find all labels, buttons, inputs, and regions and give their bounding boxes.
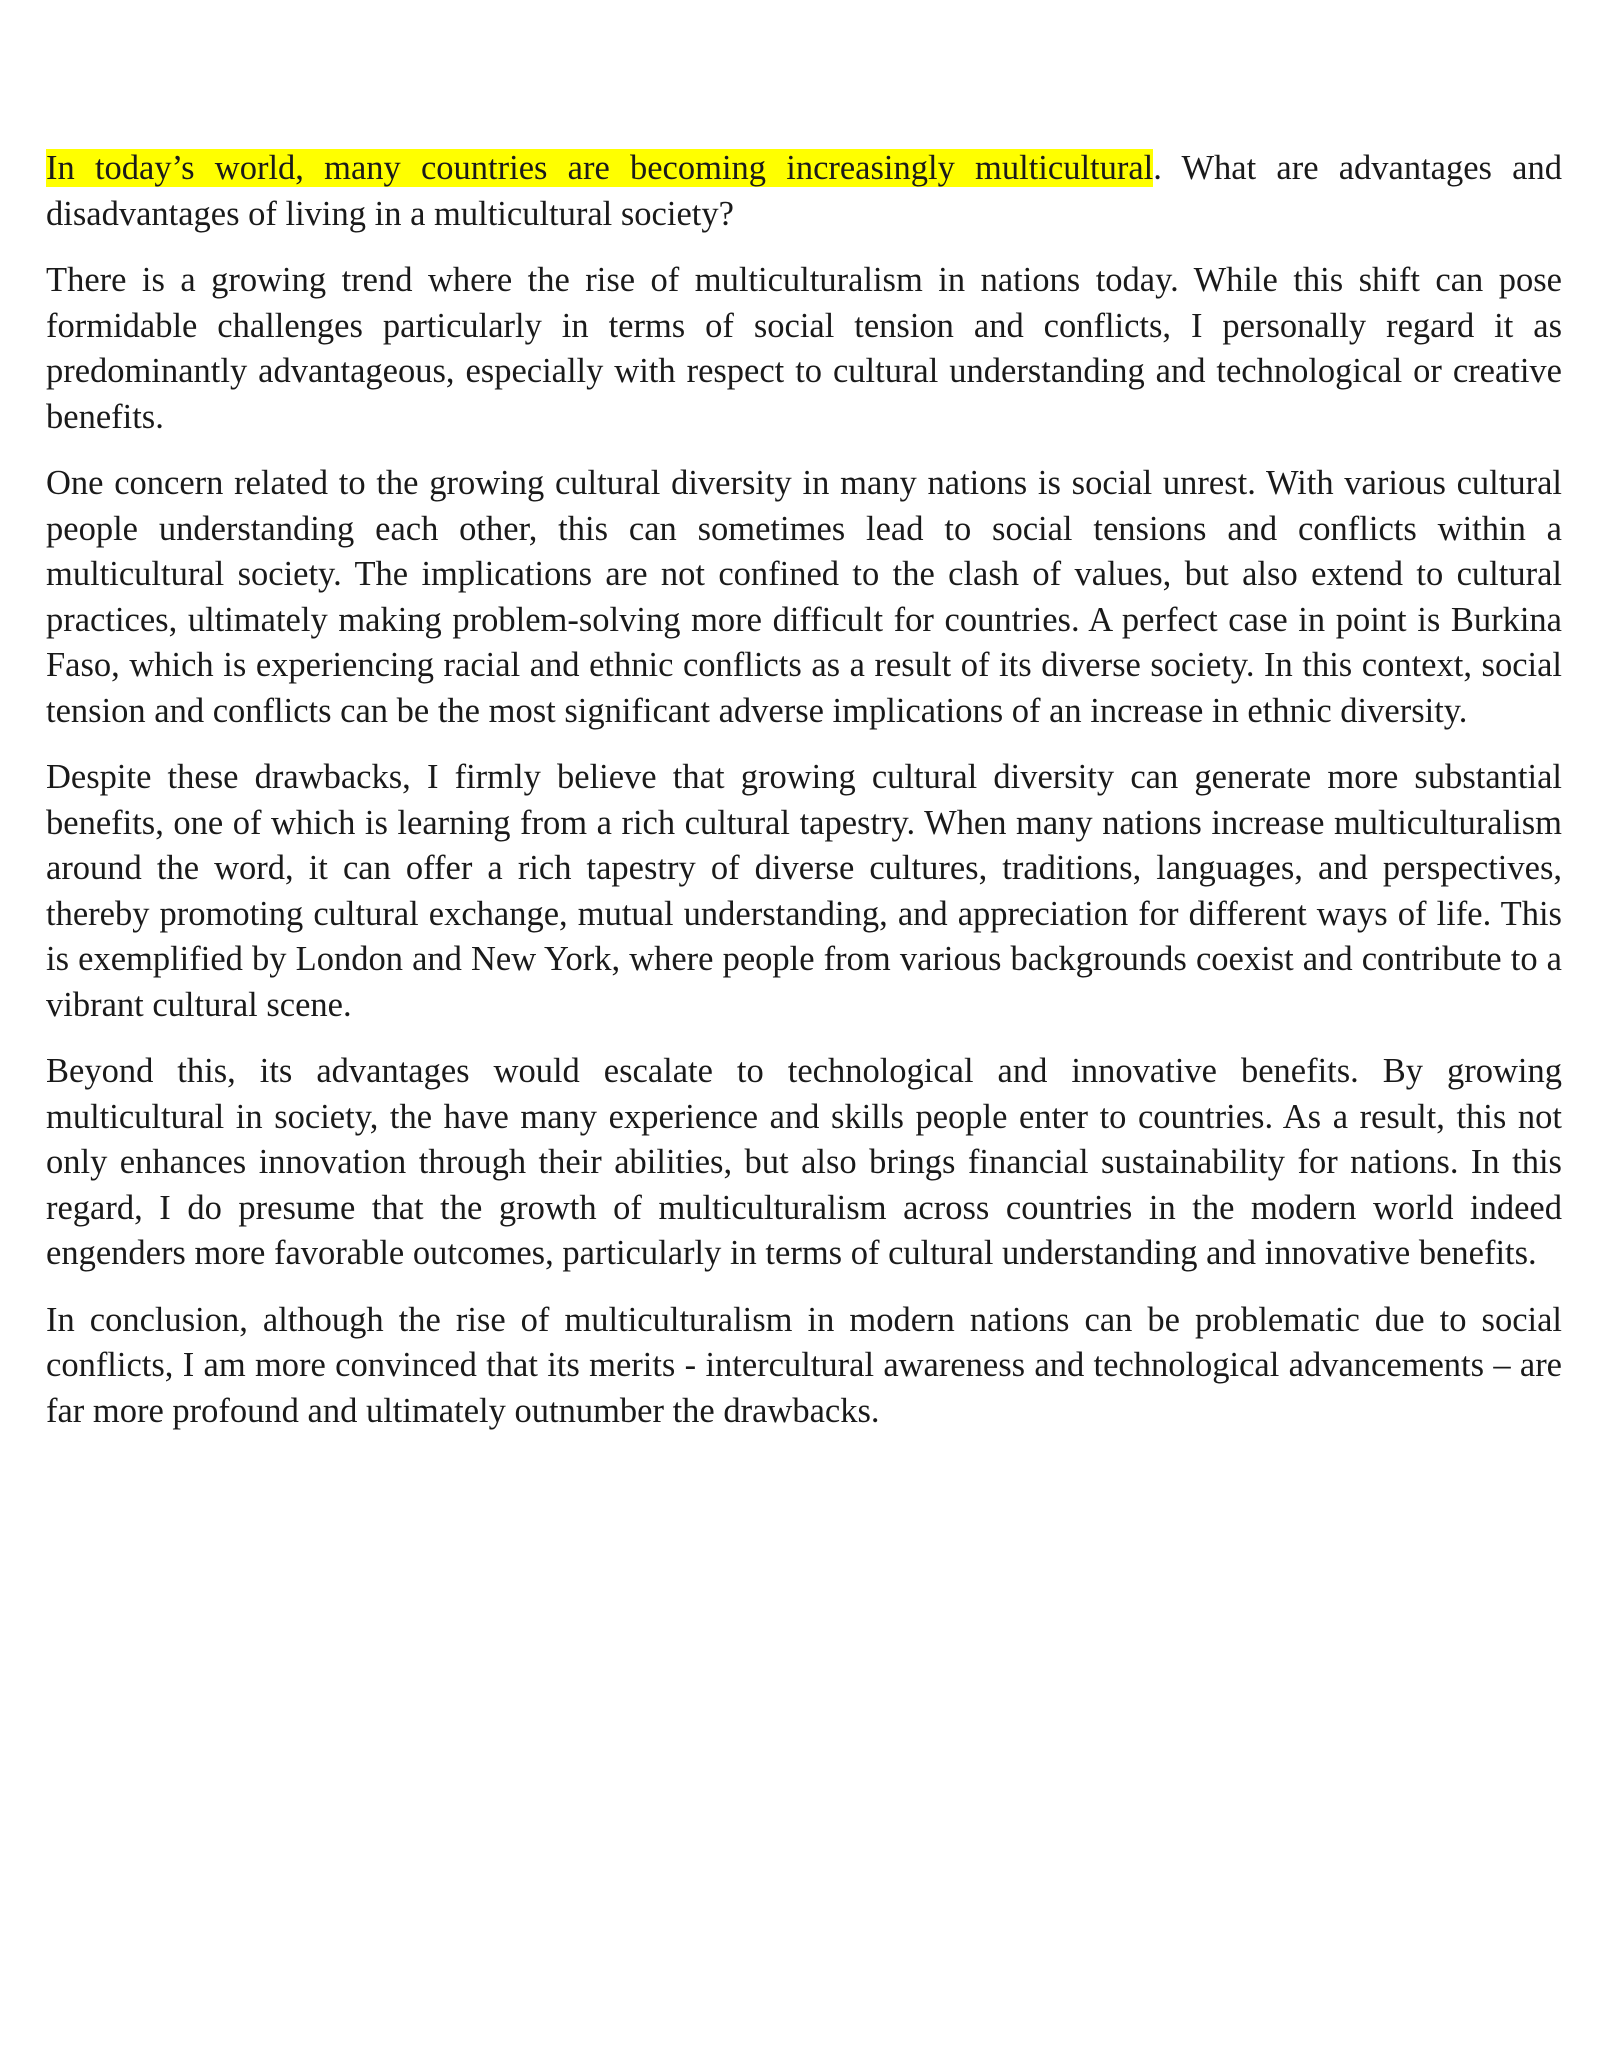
essay-body xyxy=(46,146,1562,1455)
highlighted-text: In today’s world, many countries are becoming increasingly multicultural xyxy=(46,149,1154,187)
paragraph-conclusion: In conclusion, although the rise of multiculturalism in modern nations can be problematic due to social conflicts, I am more convinced that its merits - intercultural awareness and technological advancements – are far more profound and ultimately outnumber the drawbacks. xyxy=(46,1300,1562,1430)
paragraph-introduction: There is a growing trend where the rise of multiculturalism in nations today. While this shift can pose formidable challenges particularly in terms of social tension and conflicts, I personally regard it as predominantly advantageous, especially with respect to cultural understanding and technological or creative benefits. xyxy=(46,261,1562,436)
essay-prompt xyxy=(46,146,1562,237)
prompt-question: . What are advantages and disadvantages of living in a multicultural society? xyxy=(46,149,1562,233)
paragraph-advantages-culture: Despite these drawbacks, I firmly believe that growing cultural diversity can generate more substantial benefits, one of which is learning from a rich cultural tapestry. When many nations increase multiculturalism around the word, it can offer a rich tapestry of diverse cultures, traditions, languages, and perspectives, thereby promoting cultural exchange, mutual understanding, and appreciation for different ways of life. This is exemplified by London and New York, where people from various backgrounds coexist and contribute to a vibrant cultural scene. xyxy=(46,758,1562,1024)
paragraph-disadvantages: One concern related to the growing cultural diversity in many nations is social unrest. With various cultural people understanding each other, this can sometimes lead to social tensions and conflicts within a multicultural society. The implications are not confined to the clash of values, but also extend to cultural practices, ultimately making problem-solving more difficult for countries. A perfect case in point is Burkina Faso, which is experiencing racial and ethnic conflicts as a result of its diverse society. In this context, social tension and conflicts can be the most significant adverse implications of an increase in ethnic diversity. xyxy=(46,464,1562,730)
paragraph-advantages-technology: Beyond this, its advantages would escalate to technological and innovative benefits. By growing multicultural in society, the have many experience and skills people enter to countries. As a result, this not only enhances innovation through their abilities, but also brings financial sustainability for nations. In this regard, I do presume that the growth of multiculturalism across countries in the modern world indeed engenders more favorable outcomes, particularly in terms of cultural understanding and innovative benefits. xyxy=(46,1052,1562,1272)
